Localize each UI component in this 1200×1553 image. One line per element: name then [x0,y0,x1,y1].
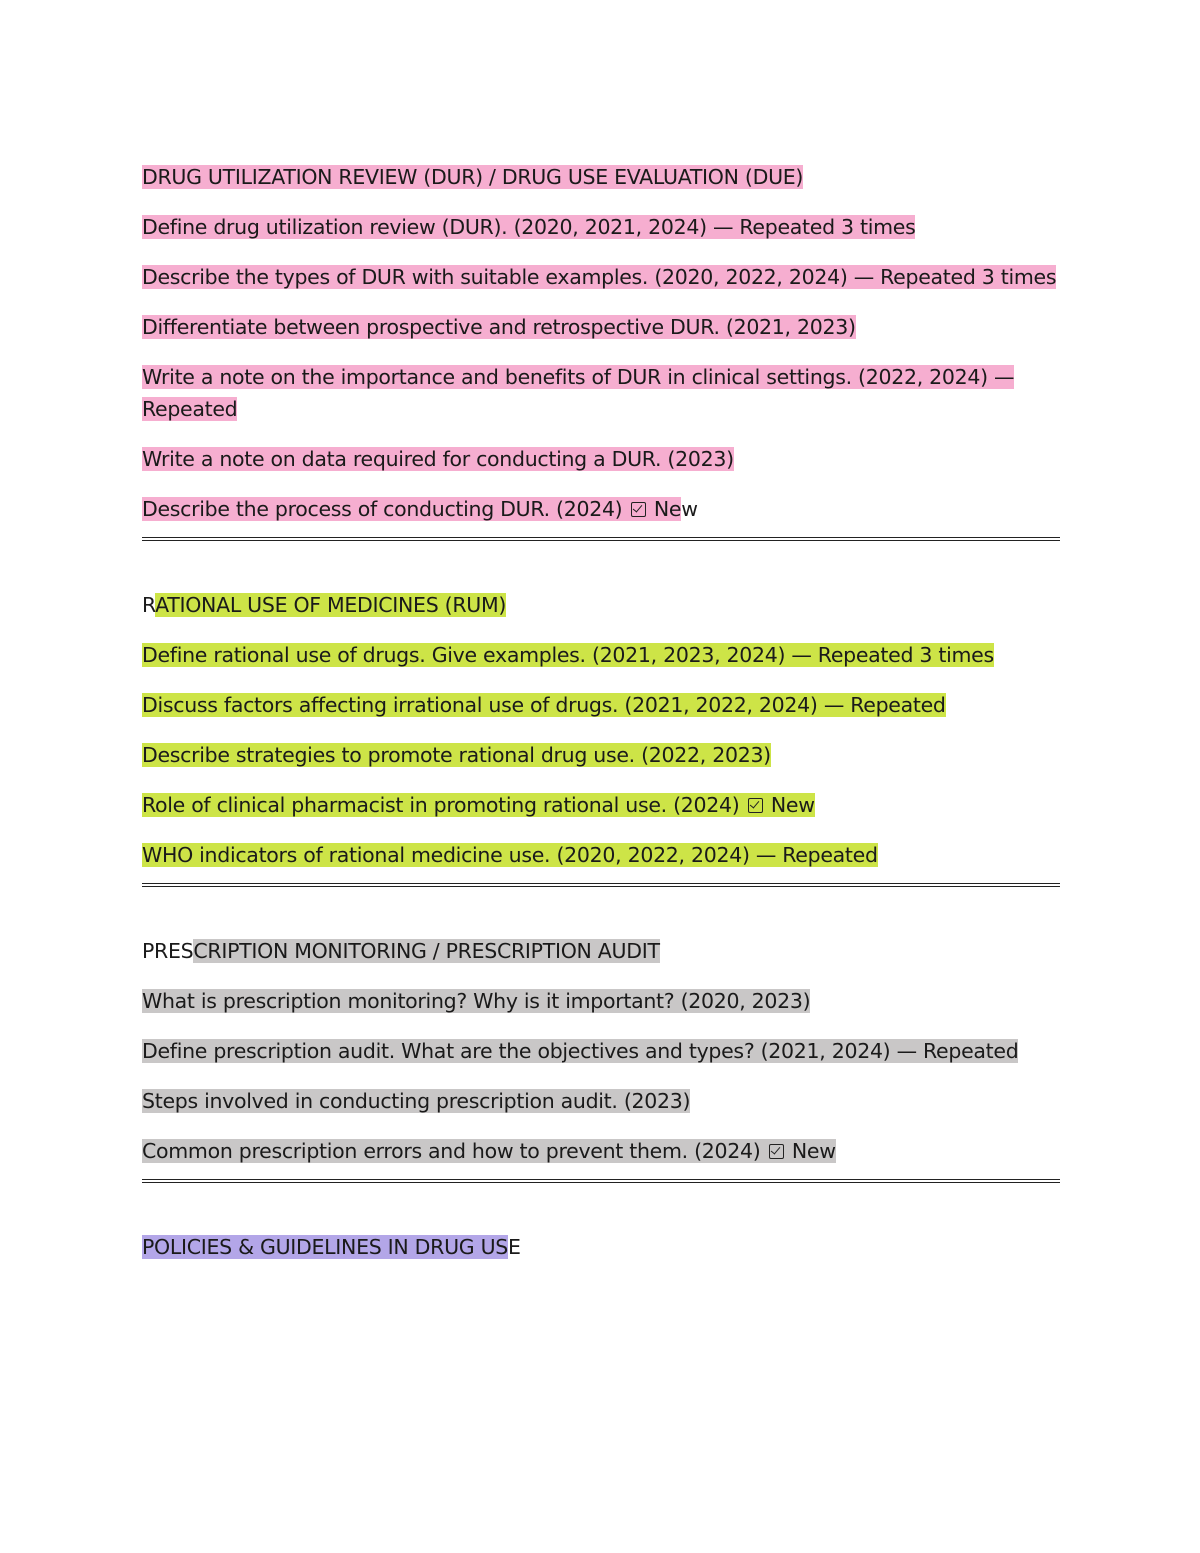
new-tag: New [770,793,815,817]
question-item: What is prescription monitoring? Why is it important? (2020, 2023) [142,989,811,1013]
question-item-new: Common prescription errors and how to prevent them. (2024) New [142,1139,836,1163]
question-item: WHO indicators of rational medicine use. (2020, 2022, 2024) — Repeated [142,843,878,867]
question-item: Write a note on the importance and benefits of DUR in clinical settings. (2022, 2024) — Repeated [142,365,1015,421]
question-item: Steps involved in conducting prescription audit. (2023) [142,1089,691,1113]
question-item: Define rational use of drugs. Give examples. (2021, 2023, 2024) — Repeated 3 times [142,643,994,667]
checkbox-icon [748,798,763,813]
section-heading: RATIONAL USE OF MEDICINES (RUM) [142,593,507,617]
heading-highlight: DRUG UTILIZATION REVIEW (DUR) / DRUG USE EVALUATION (DUE) [142,165,804,189]
section-rum [142,589,1062,871]
new-tag: New [791,1139,836,1163]
section-heading: PRESCRIPTION MONITORING / PRESCRIPTION AUDIT [142,939,660,963]
question-item: Differentiate between prospective and retrospective DUR. (2021, 2023) [142,315,856,339]
section-dur [142,161,1062,525]
new-tag: Ne [653,497,682,521]
question-item-new: Role of clinical pharmacist in promoting rational use. (2024) New [142,793,815,817]
checkbox-icon [769,1144,784,1159]
section-policies [142,1231,1062,1263]
question-item: Describe strategies to promote rational drug use. (2022, 2023) [142,743,771,767]
question-item-new: Describe the process of conducting DUR. (2024) New [142,497,698,521]
heading-highlight: ATIONAL USE OF MEDICINES (RUM) [155,593,507,617]
question-item: Write a note on data required for conducting a DUR. (2023) [142,447,734,471]
heading-highlight: POLICIES & GUIDELINES IN DRUG US [142,1235,509,1259]
question-item: Define drug utilization review (DUR). (2020, 2021, 2024) — Repeated 3 times [142,215,916,239]
question-item: Describe the types of DUR with suitable examples. (2020, 2022, 2024) — Repeated 3 times [142,265,1057,289]
section-heading: POLICIES & GUIDELINES IN DRUG USE [142,1235,521,1259]
section-prescription [142,935,1062,1167]
checkbox-icon [631,502,646,517]
document-page [142,161,1062,1281]
heading-highlight: CRIPTION MONITORING / PRESCRIPTION AUDIT [193,939,660,963]
question-item: Define prescription audit. What are the objectives and types? (2021, 2024) — Repeated [142,1039,1019,1063]
section-heading [142,161,1062,193]
question-item: Discuss factors affecting irrational use of drugs. (2021, 2022, 2024) — Repeated [142,693,946,717]
